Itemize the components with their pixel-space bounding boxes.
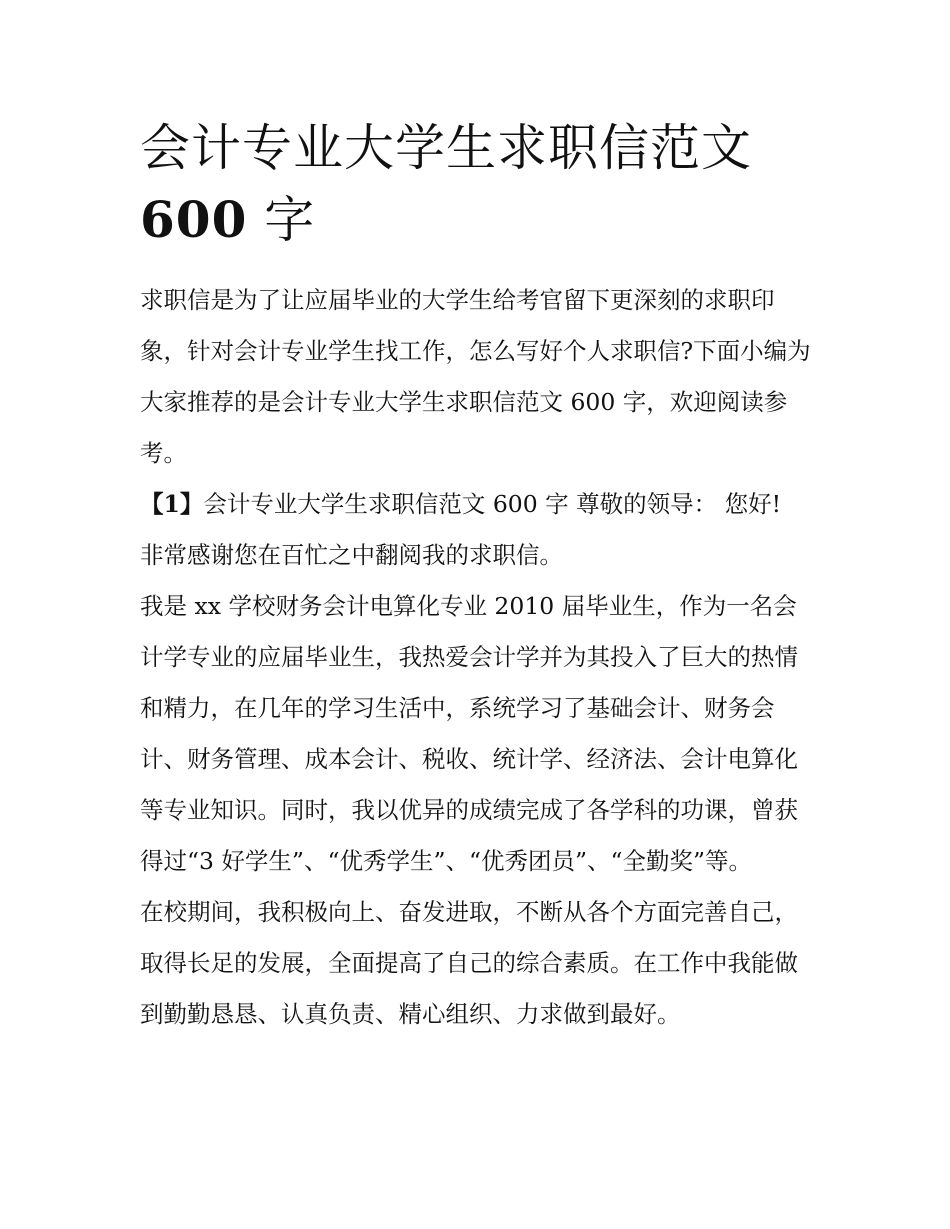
paragraph-thanks: 非常感谢您在百忙之中翻阅我的求职信。 — [140, 541, 563, 569]
title-number: 600 — [140, 190, 248, 249]
title-suffix: 字 — [264, 191, 316, 249]
section-open-bracket: 【 — [140, 490, 164, 518]
paragraph-letter-heading — [140, 479, 812, 530]
document-title — [140, 112, 820, 256]
section-heading-text: 会计专业大学生求职信范文 600 字 尊敬的领导： 您好! — [203, 490, 782, 518]
paragraph-background: 我是 xx 学校财务会计电算化专业 2010 届毕业生，作为一名会计学专业的应届毕业生，我热爱会计学并为其投入了巨大的热情和精力，在几年的学习生活中，系统学习了基础会计、财务会计、财务管理、成本会计、税收、统计学、经济法、会计电算化等专业知识。同时，我以优异的成绩完成了各学科的功课，曾获得过“3 好学生”、“优秀学生”、“优秀团员”、“全勤奖”等。 — [140, 592, 798, 875]
paragraph-intro: 求职信是为了让应届毕业的大学生给考官留下更深刻的求职印象，针对会计专业学生找工作，怎么写好个人求职信?下面小编为大家推荐的是会计专业大学生求职信范文 600 字，欢迎阅读参考。 — [140, 286, 811, 467]
document-body — [140, 275, 812, 1040]
section-number: 1 — [163, 490, 180, 518]
section-close-bracket: 】 — [179, 490, 204, 518]
paragraph-school-performance: 在校期间，我积极向上、奋发进取，不断从各个方面完善自己，取得长足的发展，全面提高了自己的综合素质。在工作中我能做到勤勤恳恳、认真负责、精心组织、力求做到最好。 — [140, 898, 798, 1028]
title-line-1: 会计专业大学生求职信范文 — [140, 119, 752, 177]
